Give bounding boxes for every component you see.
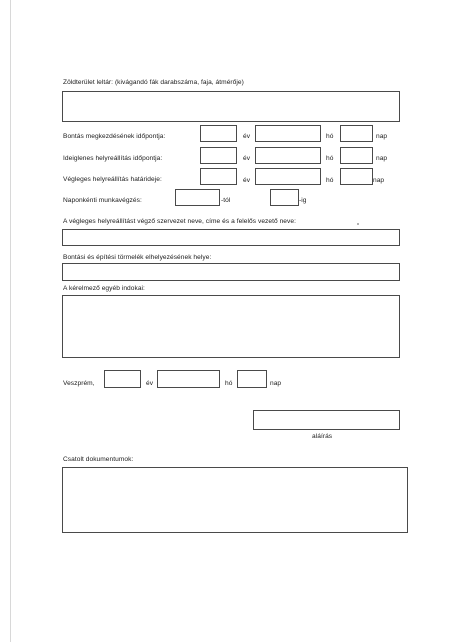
debris-location-field[interactable] xyxy=(62,263,400,281)
other-reasons-field[interactable] xyxy=(62,295,400,358)
final-restorer-label: A végleges helyreállítást végző szervezet neve, címe és a felelős vezető neve: xyxy=(63,218,296,225)
attachments-field[interactable] xyxy=(62,467,408,533)
other-reasons-label: A kérelmező egyéb indokai: xyxy=(63,285,145,292)
attachments-label: Csatolt dokumentumok: xyxy=(63,456,134,463)
final-restoration-deadline-label: Végleges helyreállítás határideje: xyxy=(63,176,162,183)
signature-day-field[interactable] xyxy=(237,370,267,388)
inventory-label: Zöldterület leltár: (kivágandó fák darabszáma, faja, átmérője) xyxy=(63,79,244,86)
final-restorer-field[interactable] xyxy=(62,229,400,246)
temporary-restoration-label: Ideiglenes helyreállítás időpontja: xyxy=(63,155,163,162)
temporary-restoration-year-field[interactable] xyxy=(200,147,237,164)
page-edge xyxy=(10,0,11,642)
month-unit: hó xyxy=(225,380,233,387)
year-unit: év xyxy=(243,133,251,140)
demolition-start-month-field[interactable] xyxy=(255,125,321,142)
debris-location-label: Bontási és építési törmelék elhelyezésének helye: xyxy=(63,254,212,261)
final-restoration-year-field[interactable] xyxy=(200,168,237,185)
year-unit: év xyxy=(243,155,251,162)
year-unit: év xyxy=(243,177,251,184)
temporary-restoration-day-field[interactable] xyxy=(340,147,373,164)
month-unit: hó xyxy=(326,155,334,162)
signature-year-field[interactable] xyxy=(104,370,141,388)
month-unit: hó xyxy=(326,133,334,140)
year-unit: év xyxy=(146,380,154,387)
city-label: Veszprém, xyxy=(63,380,95,387)
inventory-field[interactable] xyxy=(62,91,400,122)
day-unit: nap xyxy=(270,380,282,387)
signature-field[interactable] xyxy=(253,410,400,430)
signature-label: aláírás xyxy=(312,433,333,440)
day-unit: nap xyxy=(376,133,388,140)
to-suffix: -ig xyxy=(299,197,307,204)
from-suffix: -tól xyxy=(221,197,231,204)
final-restoration-day-field[interactable] xyxy=(340,168,373,185)
demolition-start-year-field[interactable] xyxy=(200,125,237,142)
daily-work-from-field[interactable] xyxy=(175,189,220,206)
daily-work-label: Naponkénti munkavégzés: xyxy=(63,197,142,204)
final-restoration-month-field[interactable] xyxy=(255,168,321,185)
day-unit: nap xyxy=(376,155,388,162)
speck-mark xyxy=(357,223,359,225)
temporary-restoration-month-field[interactable] xyxy=(255,147,321,164)
demolition-start-day-field[interactable] xyxy=(340,125,373,142)
signature-month-field[interactable] xyxy=(157,370,220,388)
daily-work-to-field[interactable] xyxy=(270,189,299,206)
day-unit: nap xyxy=(373,177,385,184)
month-unit: hó xyxy=(326,177,334,184)
demolition-start-label: Bontás megkezdésének időpontja: xyxy=(63,133,166,140)
